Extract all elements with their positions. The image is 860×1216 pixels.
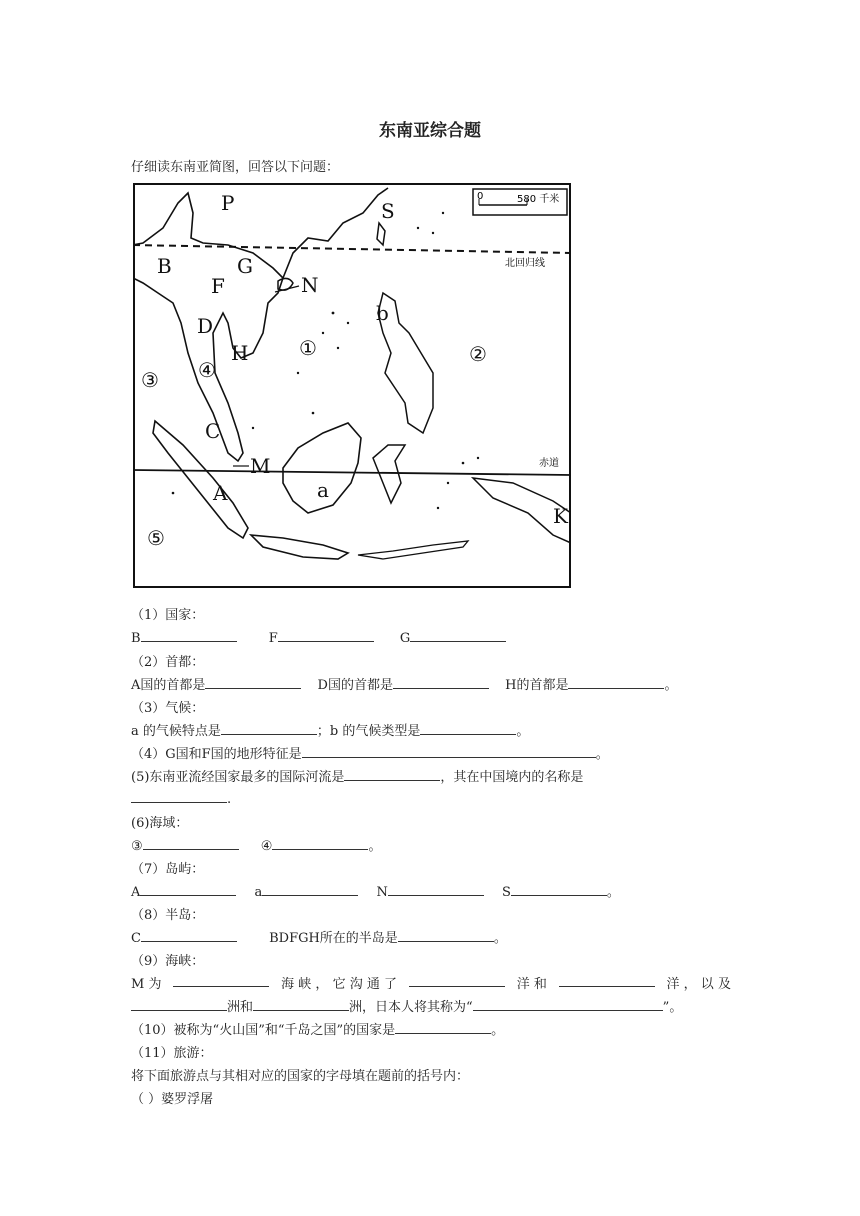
scale-zero: 0 [477, 191, 484, 202]
q3-a-label: a 的气候特点是 [131, 724, 221, 739]
q5-label: (5)东南亚流经国家最多的国际河流是 [131, 770, 345, 785]
label-G: G [237, 254, 253, 278]
q5-end: . [227, 792, 232, 807]
label-C: C [205, 419, 221, 443]
label-circle-3: ③ [141, 368, 159, 392]
q6-row [131, 835, 381, 854]
q11-item-1: （ ）婆罗浮屠 [131, 1092, 214, 1107]
q3-b-label: ；b 的气候类型是 [316, 724, 421, 739]
q9-part3: 洋 和 [516, 977, 547, 992]
q8-row [131, 927, 507, 946]
label-D: D [197, 314, 214, 338]
label-P: P [221, 191, 235, 215]
q9-part7: ”。 [662, 1000, 683, 1015]
q8-end: 。 [493, 931, 507, 946]
label-b: b [376, 301, 389, 325]
q9-part6: 洲，日本人将其称为“ [349, 1000, 473, 1015]
q9-part2: 海 峡 ， 它 沟 通 了 [281, 977, 397, 992]
q2-h-label: H的首都是 [505, 678, 569, 693]
q4-row [131, 743, 609, 762]
answer-blank[interactable] [205, 675, 301, 689]
q1-row [131, 628, 506, 646]
q10-label: （10）被称为“火山国”和“千岛之国”的国家是 [131, 1023, 396, 1038]
equator-label: 赤道 [539, 458, 559, 469]
answer-blank[interactable] [140, 882, 236, 896]
q10-row [131, 1019, 504, 1038]
answer-blank[interactable] [511, 882, 607, 896]
q7-S-label: S [501, 885, 511, 900]
label-N: N [301, 273, 319, 297]
answer-blank[interactable] [395, 1020, 491, 1034]
label-K: K [553, 504, 568, 528]
tropic-label: 北回归线 [505, 258, 545, 269]
q6-heading: (6)海域： [131, 816, 189, 831]
q8-heading: （8）半岛： [131, 908, 205, 923]
q6-4-label: ④ [260, 839, 273, 854]
q9-row [131, 973, 731, 992]
q2-end: 。 [664, 678, 678, 693]
label-circle-4: ④ [198, 358, 216, 382]
label-a: a [317, 478, 329, 502]
q7-row [131, 881, 620, 900]
q2-a-label: A国的首都是 [131, 678, 206, 693]
page-title: 东南亚综合题 [379, 121, 481, 141]
answer-blank[interactable] [568, 675, 664, 689]
q11-desc: 将下面旅游点与其相对应的国家的字母填在题前的括号内： [131, 1069, 470, 1084]
answer-blank[interactable] [398, 928, 494, 942]
answer-blank[interactable] [344, 767, 440, 781]
label-circle-2: ② [469, 342, 487, 366]
q3-heading: （3）气候： [131, 701, 205, 716]
scale-label: 580 千米 [517, 194, 560, 205]
answer-blank[interactable] [143, 836, 239, 850]
q9-row2 [131, 996, 682, 1015]
q1-g-label: G [399, 631, 411, 646]
label-S: S [381, 199, 395, 223]
q2-d-label: D国的首都是 [317, 678, 393, 693]
q11-heading: （11）旅游： [131, 1046, 213, 1061]
answer-blank[interactable] [278, 628, 374, 642]
q10-end: 。 [491, 1023, 505, 1038]
q2-heading: （2）首都： [131, 655, 205, 670]
label-F: F [211, 274, 225, 298]
q4-end: 。 [595, 747, 609, 762]
q2-row [131, 674, 677, 693]
q7-N-label: N [376, 885, 388, 900]
q8-peninsula-label: BDFGH所在的半岛是 [269, 931, 398, 946]
answer-blank[interactable] [420, 721, 516, 735]
answer-blank[interactable] [559, 973, 655, 987]
q7-a-label: a [254, 885, 263, 900]
q9-part4: 洋 ， 以 及 [666, 977, 731, 992]
answer-blank[interactable] [221, 721, 317, 735]
answer-blank[interactable] [272, 836, 368, 850]
answer-blank[interactable] [409, 973, 505, 987]
answer-blank[interactable] [302, 744, 596, 758]
q9-heading: （9）海峡： [131, 954, 205, 969]
answer-blank[interactable] [262, 882, 358, 896]
q1-f-label: F [268, 631, 278, 646]
label-circle-1: ① [299, 336, 317, 360]
q5-row [131, 766, 583, 785]
q7-heading: （7）岛屿： [131, 862, 205, 877]
q3-row [131, 720, 529, 739]
answer-blank[interactable] [141, 628, 237, 642]
q1-b-label: B [131, 631, 141, 646]
answer-blank[interactable] [410, 628, 506, 642]
label-B: B [157, 254, 172, 278]
label-circle-5: ⑤ [147, 526, 165, 550]
label-A: A [213, 481, 228, 505]
q9-part5: 洲和 [227, 1000, 254, 1015]
q4-label: （4）G国和F国的地形特征是 [131, 747, 302, 762]
answer-blank[interactable] [388, 882, 484, 896]
q6-3-label: ③ [131, 839, 143, 854]
q7-end: 。 [606, 885, 620, 900]
q5-mid: ，其在中国境内的名称是 [440, 770, 584, 785]
q7-A-label: A [131, 885, 141, 900]
q6-end: 。 [368, 839, 382, 854]
q1-heading: （1）国家： [131, 608, 205, 623]
q3-end: 。 [516, 724, 530, 739]
answer-blank[interactable] [131, 789, 227, 803]
answer-blank[interactable] [131, 997, 227, 1011]
answer-blank[interactable] [393, 675, 489, 689]
answer-blank[interactable] [141, 928, 237, 942]
q9-part1: M 为 [131, 977, 162, 992]
answer-blank[interactable] [473, 997, 663, 1011]
answer-blank[interactable] [173, 973, 269, 987]
label-H: H [231, 341, 249, 365]
label-M: M [250, 454, 271, 478]
answer-blank[interactable] [253, 997, 349, 1011]
southeast-asia-map [133, 183, 571, 588]
q8-C-label: C [131, 931, 141, 946]
q5-row2 [131, 789, 231, 807]
intro-text: 仔细读东南亚简图，回答以下问题： [131, 160, 340, 175]
